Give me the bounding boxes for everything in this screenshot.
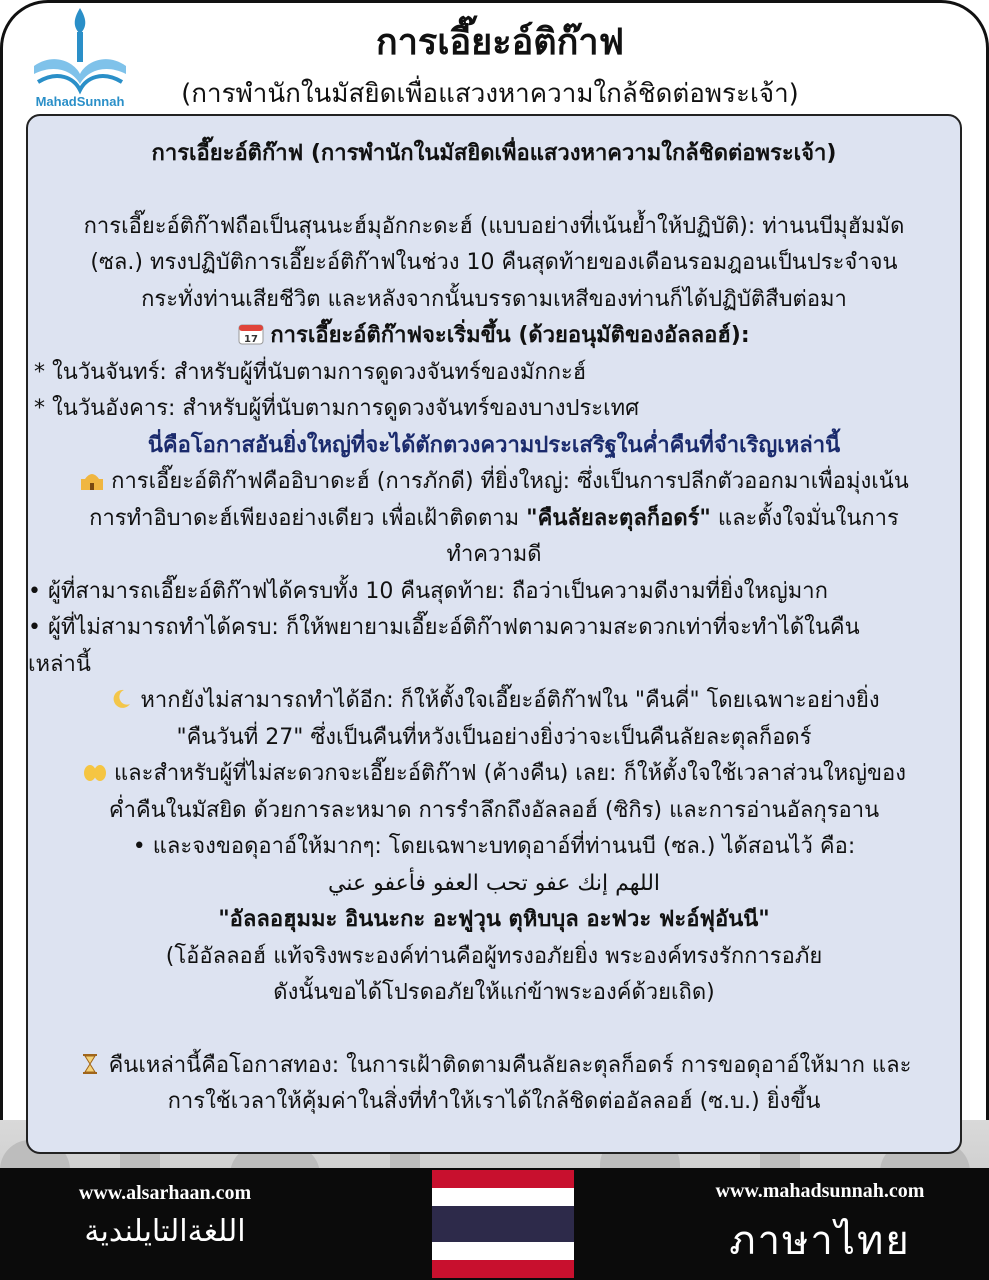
page-subtitle: (การพำนักในมัสยิดเพื่อแสวงหาความใกล้ชิดต่อพระเจ้า)	[181, 79, 799, 109]
mosque-icon	[79, 469, 105, 491]
page-title: การเอี๊ยะอ์ติก๊าฟ	[375, 22, 625, 63]
dua-transliteration: "อัลลอฮุมมะ อินนะกะ อะฟูวุน ตุหิบบุล อะฟวะ ฟะอ์ฟุอันนี"	[218, 907, 770, 932]
start-heading: 17 การเอี๊ยะอ์ติก๊าฟจะเริ่มขึ้น (ด้วยอนุมัติของอัลลอฮ์):	[28, 318, 960, 355]
night-line: ค่ำคืนในมัสยิด ด้วยการละหมาด การรำลึกถึงอัลลอฮ์ (ซิกิร) และการอ่านอัลกุรอาน	[108, 797, 880, 823]
intro-line: การเอี๊ยะอ์ติก๊าฟถือเป็นสุนนะฮ์มุอักกะดะฮ์ (แบบอย่างที่เน้นย้ำให้ปฏิบัติ): ท่านนบีมุฮัมมัด	[83, 213, 905, 239]
worship-line: การทำอิบาดะฮ์เพียงอย่างเดียว เพื่อเฝ้าติดตาม "คืนลัยละตุลก็อดร์" และตั้งใจมั่นในการ	[89, 505, 899, 531]
worship-line: การเอี๊ยะอ์ติก๊าฟคืออิบาดะฮ์ (การภักดี) ที่ยิ่งใหญ่: ซึ่งเป็นการปลีกตัวออกมาเพื่อมุ่งเน้น	[28, 464, 960, 501]
start-item: * ในวันจันทร์: สำหรับผู้ที่นับตามการดูดวงจันทร์ของมักกะฮ์	[34, 359, 587, 385]
mahadsunnah-url[interactable]: www.mahadsunnah.com	[715, 1180, 925, 1202]
svg-text:17: 17	[244, 334, 259, 345]
arabic-language-label: اللغةالتايلندية	[84, 1214, 246, 1249]
odd-nights-line: หากยังไม่สามารถทำได้อีก: ก็ให้ตั้งใจเอี๊ยะอ์ติก๊าฟใน "คืนคี่" โดยเฉพาะอย่างยิ่ง	[28, 683, 960, 720]
night-line: และสำหรับผู้ที่ไม่สะดวกจะเอี๊ยะอ์ติก๊าฟ (ค้างคืน) เลย: ก็ให้ตั้งใจใช้เวลาส่วนใหญ่ของ	[28, 756, 960, 793]
odd-nights-line: "คืนวันที่ 27" ซึ่งเป็นคืนที่หวังเป็นอย่างยิ่งว่าจะเป็นคืนลัยละตุลก็อดร์	[176, 724, 812, 750]
highlight-line: นี่คือโอกาสอันยิ่งใหญ่ที่จะได้ตักตวงความประเสริฐในค่ำคืนที่จำเริญเหล่านี้	[147, 432, 841, 458]
thailand-flag	[432, 1170, 574, 1278]
raised-hands-icon	[82, 761, 108, 783]
bullet-line: เหล่านี้	[28, 651, 91, 677]
bullet-line: • ผู้ที่สามารถเอี๊ยะอ์ติก๊าฟได้ครบทั้ง 10 คืนสุดท้าย: ถือว่าเป็นความดีงามที่ยิ่งใหญ่มาก	[28, 578, 828, 604]
logo-wordmark: MahadSunnah	[35, 94, 125, 109]
start-item: * ในวันอังคาร: สำหรับผู้ที่นับตามการดูดวงจันทร์ของบางประเทศ	[34, 396, 640, 421]
intro-line: (ซล.) ทรงปฏิบัติการเอี๊ยะอ์ติก๊าฟในช่วง 10 คืนสุดท้ายของเดือนรอมฎอนเป็นประจำจน	[90, 250, 898, 275]
dua-meaning: (โอ้อัลลอฮ์ แท้จริงพระองค์ท่านคือผู้ทรงอภัยยิ่ง พระองค์ทรงรักการอภัย	[165, 943, 823, 969]
crescent-moon-icon	[108, 688, 134, 710]
hourglass-icon	[77, 1053, 103, 1075]
dua-meaning: ดังนั้นขอได้โปรดอภัยให้แก่ข้าพระองค์ด้วยเถิด)	[273, 980, 715, 1005]
bullet-line: • ผู้ที่ไม่สามารถทำได้ครบ: ก็ให้พยายามเอี๊ยะอ์ติก๊าฟตามความสะดวกเท่าที่จะทำได้ในคืน	[28, 615, 860, 640]
alsarhaan-url[interactable]: www.alsarhaan.com	[78, 1182, 252, 1204]
dua-intro: • และจงขอดุอาอ์ให้มากๆ: โดยเฉพาะบทดุอาอ์ที่ท่านนบี (ซล.) ได้สอนไว้ คือ:	[132, 834, 856, 859]
thai-language-label: ภาษาไทย	[729, 1218, 911, 1264]
card-heading: การเอี๊ยะอ์ติก๊าฟ (การพำนักในมัสยิดเพื่อแสวงหาความใกล้ชิดต่อพระเจ้า)	[151, 141, 837, 166]
dua-arabic: اللهم إنك عفو تحب العفو فأعفو عني	[327, 870, 661, 896]
content-card	[26, 114, 962, 1154]
worship-line: ทำความดี	[446, 542, 542, 567]
closing-line: การใช้เวลาให้คุ้มค่าในสิ่งที่ทำให้เราได้ใกล้ชิดต่ออัลลอฮ์ (ซ.บ.) ยิ่งขึ้น	[167, 1089, 821, 1114]
closing-line: คืนเหล่านี้คือโอกาสทอง: ในการเฝ้าติดตามคืนลัยละตุลก็อดร์ การขอดุอาอ์ให้มาก และ	[28, 1048, 960, 1085]
intro-line: กระทั่งท่านเสียชีวิต และหลังจากนั้นบรรดามเหสีของท่านก็ได้ปฏิบัติสืบต่อมา	[141, 286, 847, 312]
calendar-icon	[238, 323, 264, 345]
